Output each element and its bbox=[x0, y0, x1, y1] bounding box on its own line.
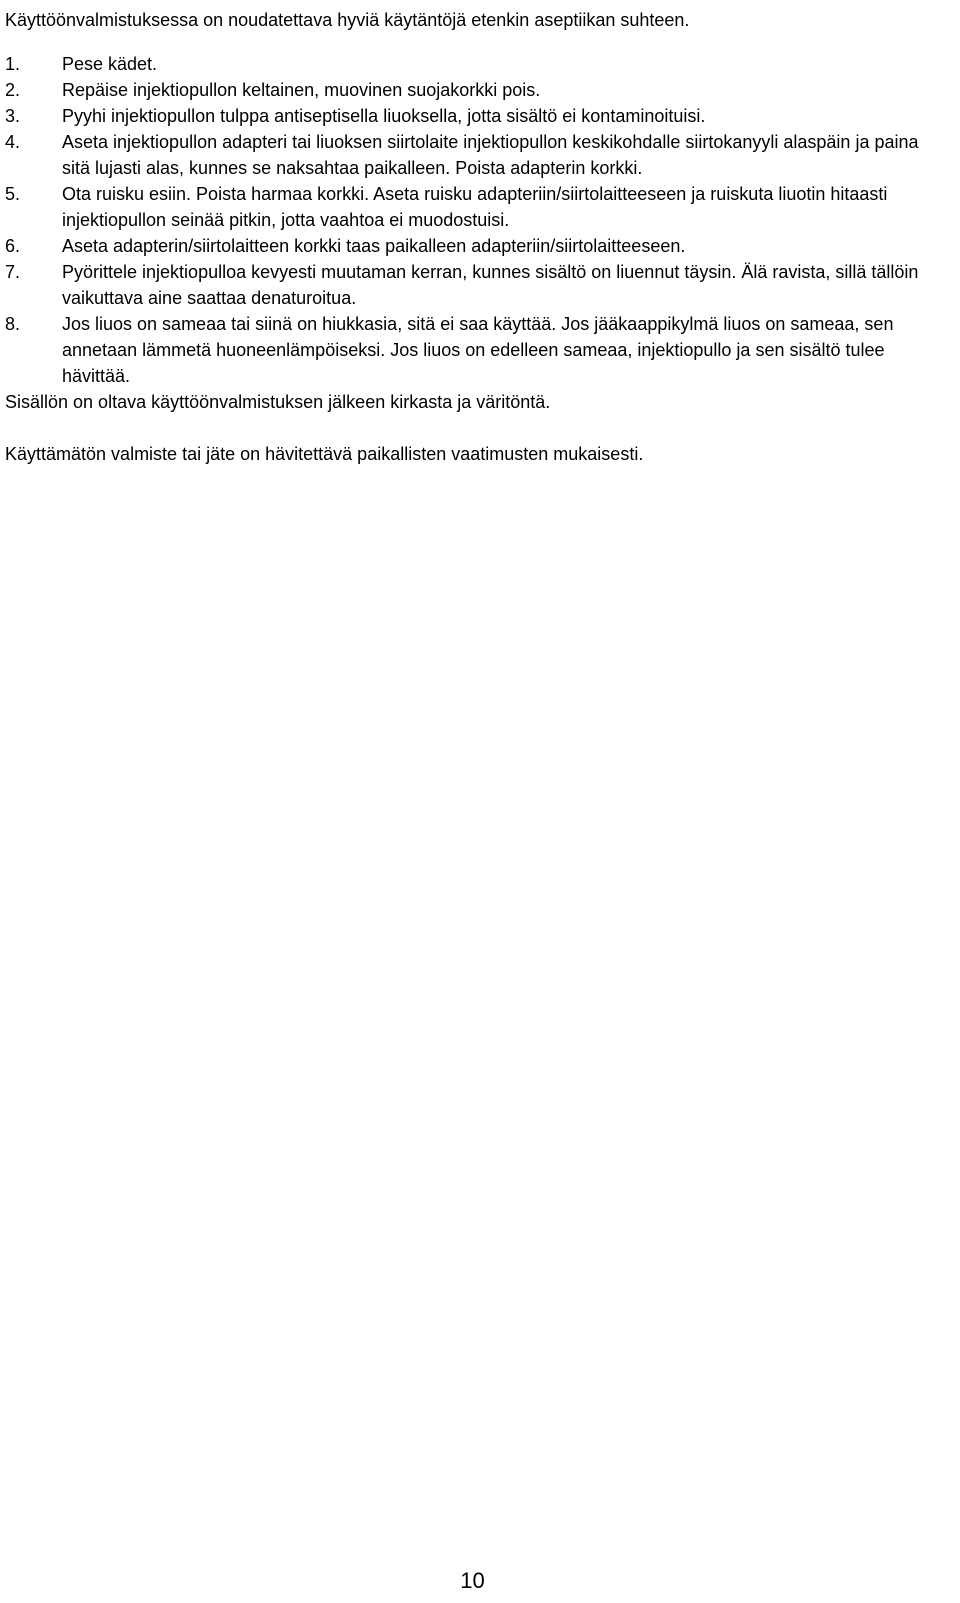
document-body bbox=[5, 7, 950, 467]
step-number: 8. bbox=[5, 314, 21, 334]
step-number: 1. bbox=[5, 54, 21, 74]
step-text: Jos liuos on sameaa tai siinä on hiukkasia, sitä ei saa käyttää. Jos jääkaappikylmä liuos on sameaa, sen annetaan lämmetä huoneenlämpöiseksi. Jos liuos on edelleen sameaa, injektiopullo ja sen sisältö tulee hävittää. bbox=[62, 314, 894, 386]
step-text: Pyyhi injektiopullon tulppa antiseptisella liuoksella, jotta sisältö ei kontaminoituisi. bbox=[62, 106, 706, 126]
step-number: 6. bbox=[5, 236, 21, 256]
disposal-note: Käyttämätön valmiste tai jäte on hävitettävä paikallisten vaatimusten mukaisesti. bbox=[5, 444, 644, 464]
clarity-note: Sisällön on oltava käyttöönvalmistuksen jälkeen kirkasta ja väritöntä. bbox=[5, 392, 551, 412]
step-text: Repäise injektiopullon keltainen, muovinen suojakorkki pois. bbox=[62, 80, 541, 100]
step-number: 2. bbox=[5, 80, 21, 100]
step-text: Pese kädet. bbox=[62, 54, 158, 74]
step-item bbox=[5, 233, 950, 259]
steps-list bbox=[5, 51, 950, 389]
step-number: 5. bbox=[5, 184, 21, 204]
step-text: Aseta adapterin/siirtolaitteen korkki taas paikalleen adapteriin/siirtolaitteeseen. bbox=[62, 236, 686, 256]
step-number: 7. bbox=[5, 262, 21, 282]
step-text: Pyörittele injektiopulloa kevyesti muutaman kerran, kunnes sisältö on liuennut täysin. Älä ravista, sillä tällöin vaikuttava aine saattaa denaturoitua. bbox=[62, 262, 919, 308]
step-number: 4. bbox=[5, 132, 21, 152]
step-item bbox=[5, 103, 950, 129]
step-item bbox=[5, 129, 950, 181]
step-number: 3. bbox=[5, 106, 21, 126]
step-text: Aseta injektiopullon adapteri tai liuoksen siirtolaite injektiopullon keskikohdalle siirtokanyyli alaspäin ja paina sitä lujasti alas, kunnes se naksahtaa paikalleen. Poista adapterin korkki. bbox=[62, 132, 919, 178]
step-item bbox=[5, 51, 950, 77]
step-item bbox=[5, 259, 950, 311]
step-text: Ota ruisku esiin. Poista harmaa korkki. Aseta ruisku adapteriin/siirtolaitteeseen ja ruiskuta liuotin hitaasti injektiopullon seinää pitkin, jotta vaahtoa ei muodostuisi. bbox=[62, 184, 888, 230]
step-item bbox=[5, 311, 950, 389]
step-item bbox=[5, 181, 950, 233]
intro-paragraph: Käyttöönvalmistuksessa on noudatettava hyviä käytäntöjä etenkin aseptiikan suhteen. bbox=[5, 10, 690, 30]
step-item bbox=[5, 77, 950, 103]
page-number: 10 bbox=[460, 1568, 485, 1593]
